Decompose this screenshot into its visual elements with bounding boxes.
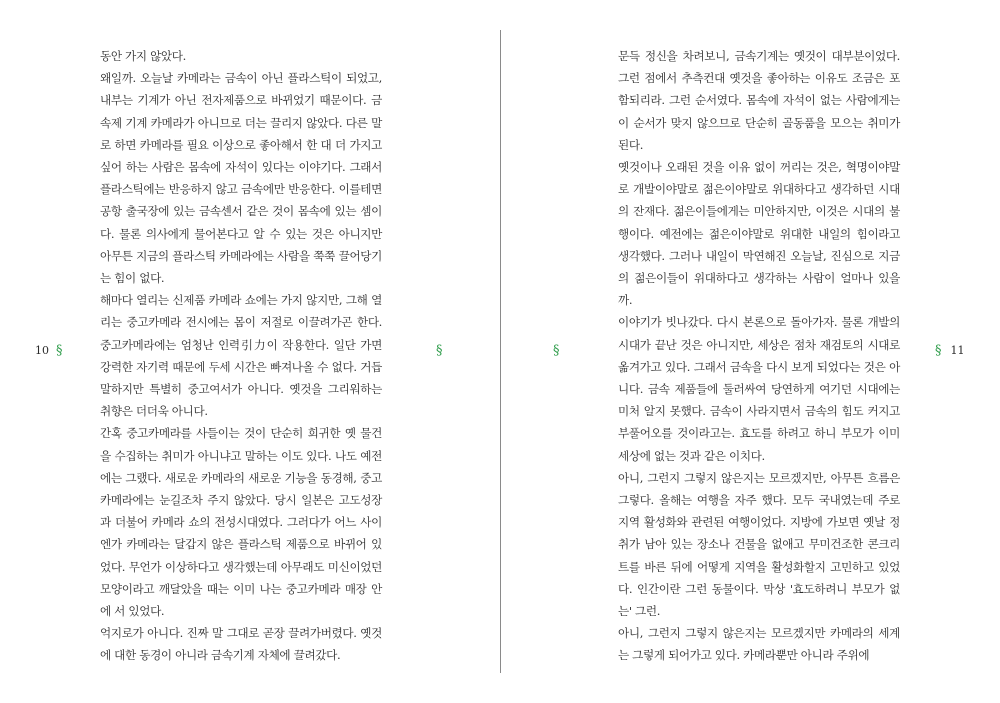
right-page-number: 11 [950,344,965,357]
left-page-folio [35,343,63,358]
right-paragraph-4: 아니, 그런지 그렇지 않은지는 모르겠지만, 아무튼 흐름은 그렇다. 올해는 여행을 자주 했다. 모두 국내였는데 주로 지역 활성화와 관련된 여행이었다. 지방에 가보면 옛날 정취가 남아 있는 장소나 건물을 없애고 무미건조한 콘크리트를 바른 뒤에 어떻게 지역을 활성화할지 고민하고 있었다. 인간이란 그런 동물이다. 막상 '효도하려니 부모가 없는' 그런. [618,470,900,619]
right-paragraph-5: 아니, 그런지 그렇지 않은지는 모르겠지만 카메라의 세계는 그렇게 되어가고 있다. 카메라뿐만 아니라 주위에 [618,626,900,663]
left-paragraph-1: 동안 가지 않았다. [100,49,186,63]
left-inner-section-mark-icon: § [436,343,443,358]
right-page-folio [935,343,965,358]
spread-gutter-divider [500,30,501,673]
left-paragraph-5: 억지로가 아니다. 진짜 말 그대로 곧장 끌려가버렸다. 옛것에 대한 동경이 아니라 금속기계 자체에 끌려갔다. [100,626,382,663]
right-paragraph-2: 옛것이나 오래된 것을 이유 없이 꺼리는 것은, 혁명이야말로 개발이야말로 젊은이야말로 위대하다고 생각하던 시대의 잔재다. 젊은이들에게는 미안하지만, 이것은 시대의 불행이다. 예전에는 젊은이야말로 위대한 내일의 힘이라고 생각했다. 그러나 내일이 막연해진 오늘날, 진심으로 지금의 젊은이들이 위대하다고 생각하는 사람이 얼마나 있을까. [618,160,900,308]
left-paragraph-2: 왜일까. 오늘날 카메라는 금속이 아닌 플라스틱이 되었고, 내부는 기계가 아닌 전자제품으로 바뀌었기 때문이다. 금속제 기계 카메라가 아니므로 더는 끌리지 않았다. 다른 말로 하면 카메라를 필요 이상으로 좋아해서 한 대 더 가지고 싶어 하는 사람은 몸속에 자석이 있다는 이야기다. 그래서 플라스틱에는 반응하지 않고 금속에만 반응한다. 이를테면 공항 출국장에 있는 금속센서 같은 것이 몸속에 있는 셈이다. 물론 의사에게 물어본다고 알 수 있는 것은 아니지만 아무튼 지금의 플라스틱 카메라에는 사람을 쭉쭉 끌어당기는 힘이 없다. [100,71,382,286]
right-paragraph-3: 이야기가 빗나갔다. 다시 본론으로 돌아가자. 물론 개발의 시대가 끝난 것은 아니지만, 세상은 점차 재검토의 시대로 옮겨가고 있다. 그래서 금속을 다시 보게 되었다는 것은 아니다. 금속 제품들에 둘러싸여 당연하게 여기던 시대에는 미처 알지 못했다. 금속이 사라지면서 금속의 힘도 커지고 부풀어오를 것이라고는. 효도를 하려고 하니 부모가 이미 세상에 없는 것과 같은 이치다. [618,315,900,463]
right-page-body [618,45,900,667]
left-paragraph-4: 간혹 중고카메라를 사들이는 것이 단순히 희귀한 옛 물건을 수집하는 취미가 아니냐고 말하는 이도 있다. 나도 예전에는 그랬다. 새로운 카메라의 새로운 기능을 동경해, 중고카메라에는 눈길조차 주지 않았다. 당시 일본은 고도성장과 더불어 카메라 쇼의 전성시대였다. 그러다가 어느 사이엔가 카메라는 달갑지 않은 플라스틱 제품으로 바뀌어 있었다. 무언가 이상하다고 생각했는데 아무래도 미신이었던 모양이라고 깨달았을 때는 이미 나는 중고카메라 매장 안에 서 있었다. [100,426,382,619]
right-section-mark-icon: § [935,343,942,358]
left-paragraph-3: 해마다 열리는 신제품 카메라 쇼에는 가지 않지만, 그해 열리는 중고카메라 전시에는 몸이 저절로 이끌려가곤 한다. 중고카메라에는 엄청난 인력引力이 작용한다. 일단 가면 강력한 자기력 때문에 두세 시간은 빠져나올 수 없다. 거듭 말하지만 특별히 중고여서가 아니다. 옛것을 그리워하는 취향은 더더욱 아니다. [100,293,382,419]
left-page-number: 10 [35,344,49,357]
right-inner-section-mark-icon: § [553,343,560,358]
left-page-body [100,45,382,667]
left-section-mark-icon: § [56,343,63,358]
right-paragraph-1: 문득 정신을 차려보니, 금속기계는 옛것이 대부분이었다. 그런 점에서 추측컨대 옛것을 좋아하는 이유도 조금은 포함되리라. 그런 순서였다. 몸속에 자석이 없는 사람에게는 이 순서가 맞지 않으므로 단순히 골동품을 모으는 취미가 된다. [618,49,900,152]
